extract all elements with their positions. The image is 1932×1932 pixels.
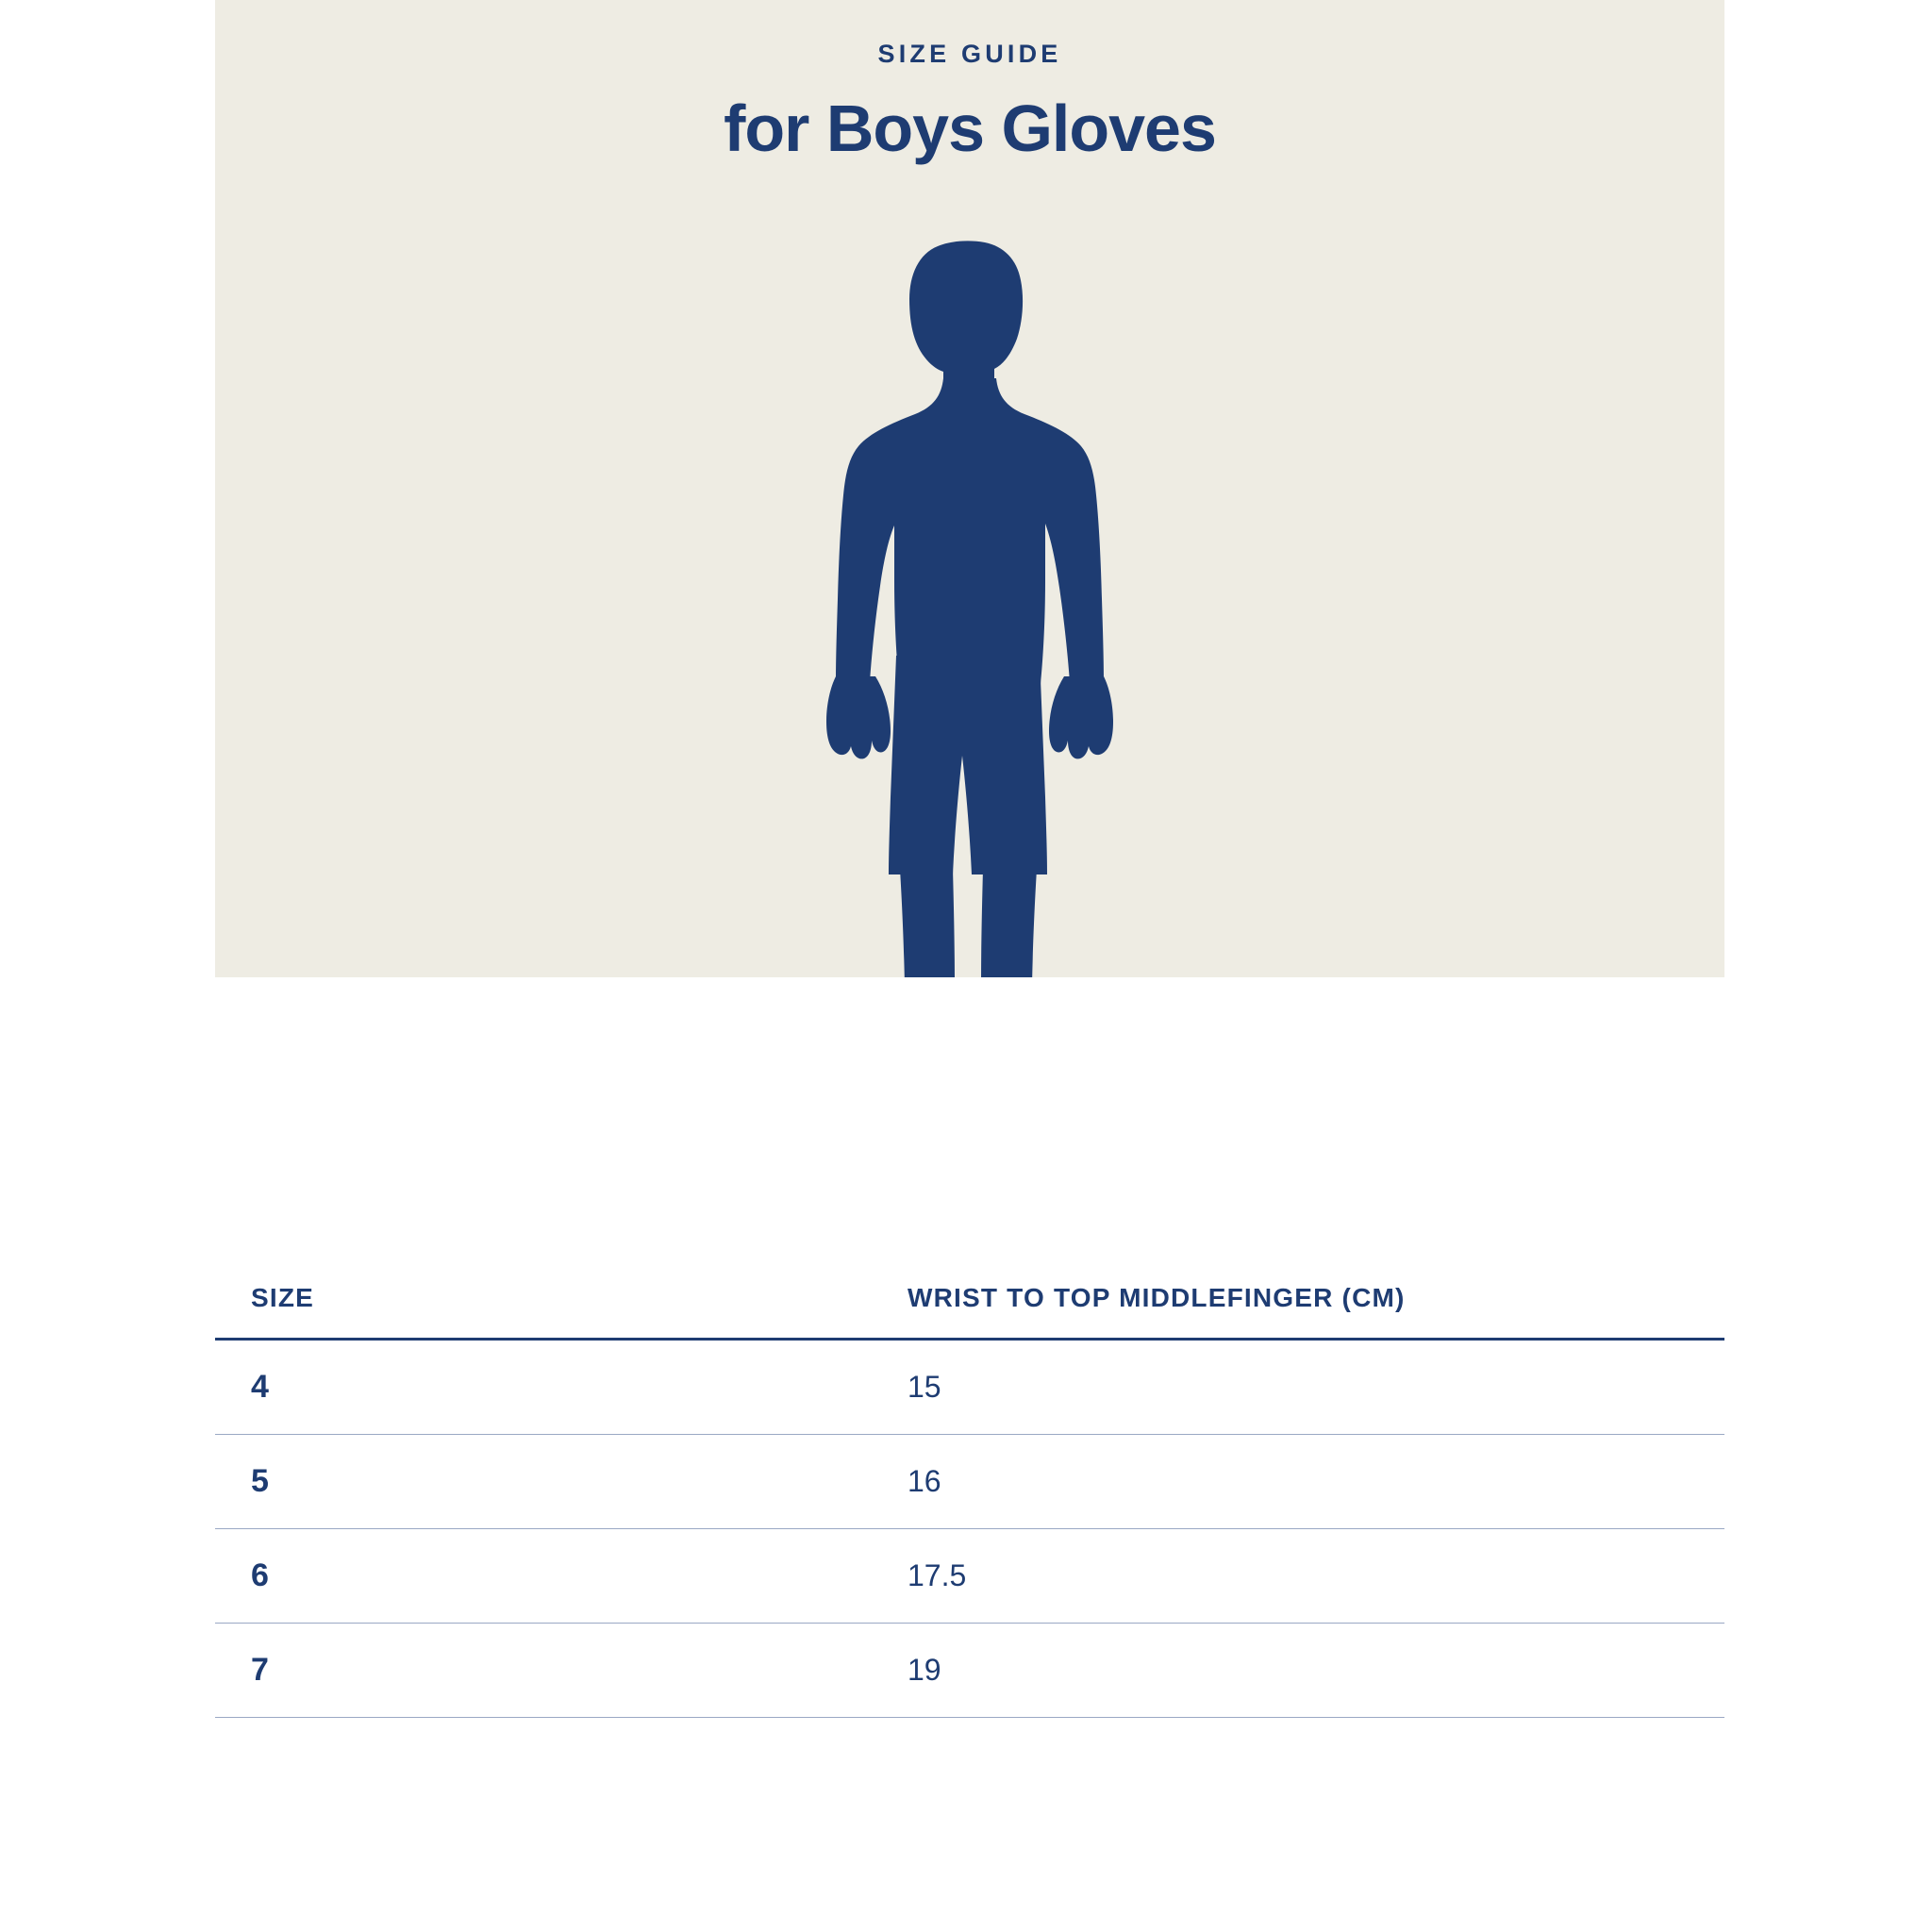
cell-measurement: 15: [872, 1340, 1724, 1435]
cell-size: 5: [215, 1435, 872, 1529]
table-row: [215, 1529, 1724, 1624]
column-header-measurement: WRIST TO TOP MIDDLEFINGER (CM): [872, 1283, 1724, 1340]
boy-silhouette-icon: [809, 241, 1130, 977]
table-header-row: [215, 1283, 1724, 1340]
eyebrow-label: SIZE GUIDE: [877, 40, 1062, 68]
figure-wrap: [215, 241, 1724, 977]
cell-measurement: 17.5: [872, 1529, 1724, 1624]
cell-size: 4: [215, 1340, 872, 1435]
table-row: [215, 1340, 1724, 1435]
cell-size: 7: [215, 1624, 872, 1718]
cell-measurement: 19: [872, 1624, 1724, 1718]
column-header-size: SIZE: [215, 1283, 872, 1340]
cell-measurement: 16: [872, 1435, 1724, 1529]
page-title: for Boys Gloves: [724, 92, 1216, 165]
size-table: [215, 1283, 1724, 1718]
table-row: [215, 1624, 1724, 1718]
cell-size: 6: [215, 1529, 872, 1624]
table-row: [215, 1435, 1724, 1529]
size-table-area: [215, 1283, 1724, 1718]
hero-panel: [215, 0, 1724, 977]
